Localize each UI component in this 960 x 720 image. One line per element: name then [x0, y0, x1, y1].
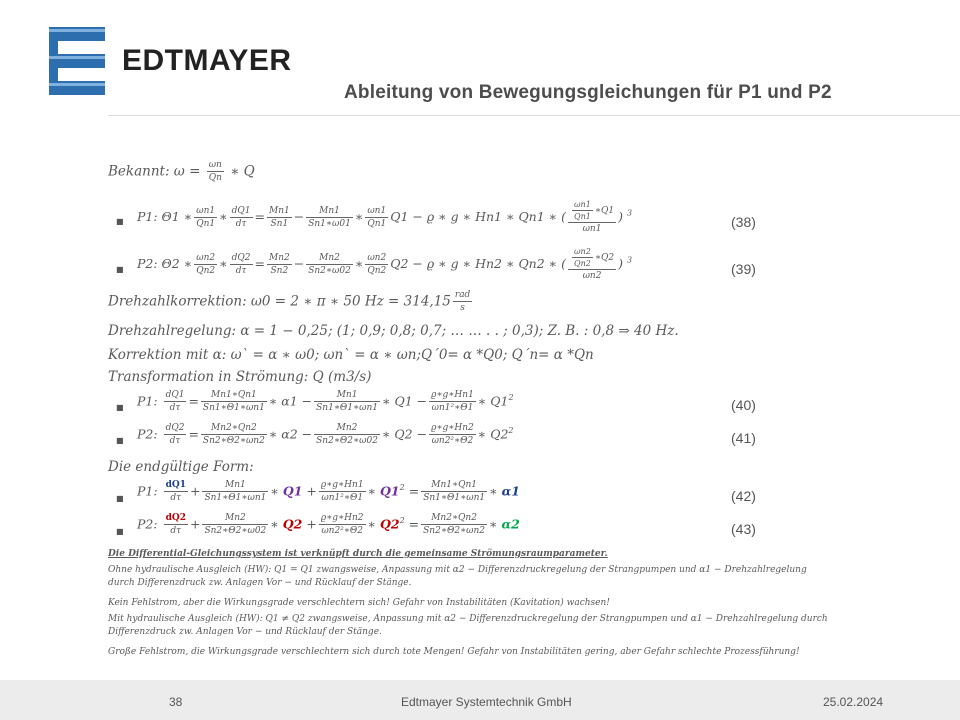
equation-p2-final: P2: $\frac{dQ2}{d\tau}$ + $\frac{Mn2}{Sn2∗\Theta 2∗\omega 02}$ ∗ Q2 + $\frac{ϱ∗g∗Hn2}{\text{ωn2²∗Θ2}}$ ∗ $Q2^2$ = $\frac{Mn2∗Qn2}{Sn2∗\Theta 2∗\omega n2}$ ∗ α2 [137, 513, 520, 537]
equation-p1-final: P1: $\frac{dQ1}{d\tau}$ + $\frac{Mn1}{Sn1∗\Theta 1∗\omega n1}$ ∗ Q1 + $\frac{ϱ∗g∗Hn1}{\text{ωn1²∗Θ1}}$ ∗ $Q1^2$ = $\frac{Mn1∗Qn1}{Sn1∗\Theta 1∗\omega n1}$ ∗ α1 [137, 480, 520, 504]
final-form-heading: Die endgültige Form: [108, 459, 254, 475]
footer-company: Edtmayer Systemtechnik GmbH [401, 695, 572, 709]
bullet-icon: ■ [116, 265, 124, 274]
note-without-balancing: Ohne hydraulische Ausgleich (HW): Q1 = Q1 zwangsweise, Anpassung mit α2 − Differenzdruckregelung der Strangpumpen und α1 − Drehzahlregelung durch Differenzdruck zw. Anlagen Vor − und Rücklauf der Stänge. [108, 565, 807, 588]
title-divider [108, 115, 960, 116]
equation-number-41: (41) [731, 430, 756, 446]
equation-number-38: (38) [731, 214, 756, 230]
company-logo [49, 27, 105, 95]
flow-transformation-heading: Transformation in Strömung: Q (m3/s) [108, 369, 372, 385]
bullet-icon: ■ [116, 403, 124, 412]
bullet-icon: ■ [116, 436, 124, 445]
equation-p2-motion: P2: Θ2 ∗ $\frac{\omega n2}{Qn2}$ ∗ $\frac{dQ2}{d\tau}$ = $\frac{Mn2}{Sn2}$ − $\frac{Mn2}{Sn2∗\omega 02}$ ∗ $\frac{\omega n2}{Qn2}$ Q2 − ϱ ∗ g ∗ Hn2 ∗ Qn2 ∗ ( $\frac{\omega n2}{Qn2}$ ∗Q2 ωn2 ) $^3$ [137, 247, 633, 282]
equation-number-39: (39) [731, 261, 756, 277]
brand-name: EDTMAYER [122, 44, 292, 77]
page-number: 38 [169, 695, 183, 709]
equation-known: Bekannt: ω = $\frac{\omega n}{Qn}$ ∗ Q [108, 160, 255, 184]
bullet-icon: ■ [116, 217, 124, 226]
equation-speed-correction: Drehzahlkorrektion: ω0 = 2 ∗ π ∗ 50 Hz = 314,15 $\frac{\text{rad}}{s}$ [108, 290, 471, 314]
note-dead-volume-warning: Große Fehlstrom, die Wirkungsgrade verschlechtern sich durch tote Mengen! Gefahr von Instabilitäten gering, aber Gefahr schlechte Prozessführung! [108, 647, 800, 657]
equation-p1-motion: P1: Θ1 ∗ $\frac{\omega n1}{Qn1}$ ∗ $\frac{dQ1}{d\tau}$ = $\frac{Mn1}{Sn1}$ − $\frac{Mn1}{Sn1∗\omega 01}$ ∗ $\frac{\omega n1}{Qn1}$ Q1 − ϱ ∗ g ∗ Hn1 ∗ Qn1 ∗ ( $\frac{\omega n1}{Qn1}$ ∗Q1 ωn1 ) $^3$ [137, 200, 633, 235]
equation-number-42: (42) [731, 488, 756, 504]
note-efficiency-warning: Kein Fehlstrom, aber die Wirkungsgrade verschlechtern sich! Gefahr von Instabilitäten (Kavitation) wachsen! [108, 598, 610, 608]
equation-p2-flow: P2: $\frac{dQ2}{d\tau}$ = $\frac{Mn2∗Qn2}{Sn2∗\Theta 2∗\omega n2}$ ∗ α2 − $\frac{Mn2}{Sn2∗\Theta 2∗\omega 02}$ ∗ Q2 − $\frac{ϱ∗g∗Hn2}{\text{ωn2²∗Θ2}}$ ∗ $Q2^2$ [137, 423, 514, 447]
footer-date: 25.02.2024 [823, 695, 884, 709]
equation-number-40: (40) [731, 397, 756, 413]
bullet-icon: ■ [116, 527, 124, 536]
equation-p1-flow: P1: $\frac{dQ1}{d\tau}$ = $\frac{Mn1∗Qn1}{Sn1∗\Theta 1∗\omega n1}$ ∗ α1 − $\frac{Mn1}{Sn1∗\Theta 1∗\omega n1}$ ∗ Q1 − $\frac{ϱ∗g∗Hn1}{\text{ωn1²∗Θ1}}$ ∗ $Q1^2$ [137, 390, 514, 414]
bullet-icon: ■ [116, 494, 124, 503]
note-with-balancing: Mit hydraulische Ausgleich (HW): Q1 ≠ Q2 zwangsweise, Anpassung mit α2 − Differenzdruckregelung der Strangpumpen und α1 − Drehzahlregelung durch Differenzdruck zw. Anlagen Vor − und Rücklauf der Stänge. [108, 614, 828, 637]
equation-speed-control: Drehzahlregelung: α = 1 − 0,25; (1; 0,9; 0,8; 0,7; … … . . ; 0,3); Z. B. : 0,8 ⇒ 40 Hz. [108, 323, 679, 339]
slide-title: Ableitung von Bewegungsgleichungen für P1 und P2 [344, 82, 832, 103]
equation-number-43: (43) [731, 521, 756, 537]
equation-alpha-correction: Korrektion mit α: ω` = α ∗ ω0; ωn` = α ∗ ωn;Q´0= α *Q0; Q´n= α *Qn [108, 347, 594, 363]
note-system-coupling: Die Differential-Gleichungssystem ist verknüpft durch die gemeinsame Strömungsraumparameter. [108, 549, 608, 559]
